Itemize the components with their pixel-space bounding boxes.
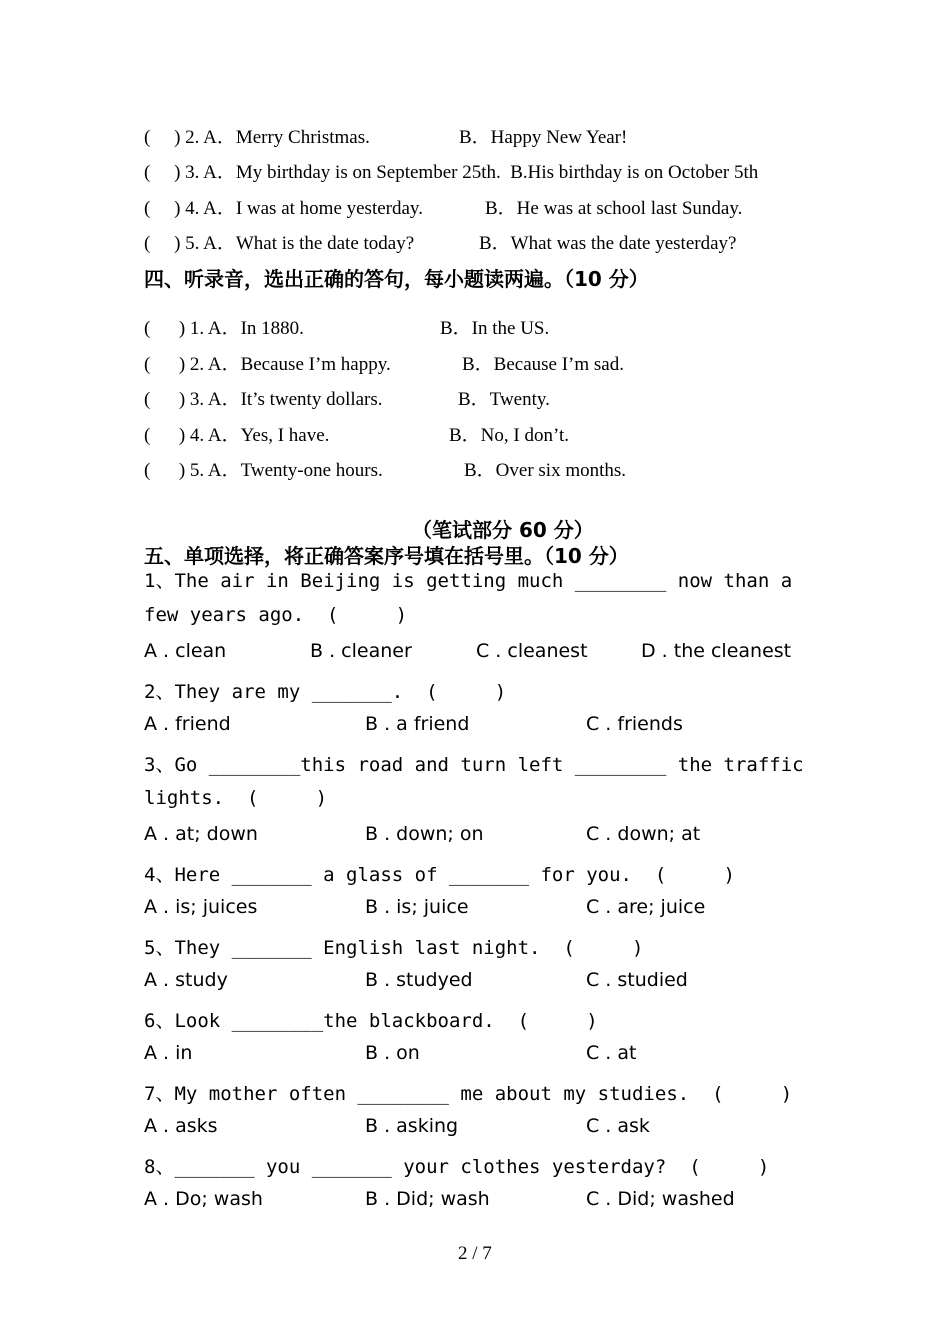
question-2-option-c: C . friends <box>586 713 683 735</box>
question-3-stem-line2: lights. ( ) <box>144 787 328 809</box>
question-5-stem: 5、They _______ English last night. ( ) <box>144 937 644 959</box>
listening-item-4-a: ( ) 4. A．I was at home yesterday. <box>144 198 423 219</box>
question-1-option-a: A . clean <box>144 640 227 662</box>
question-8-option-a: A . Do; wash <box>144 1188 263 1210</box>
question-4-option-b: B . is; juice <box>365 896 469 918</box>
question-6-option-b: B . on <box>365 1042 420 1064</box>
question-1-option-b: B . cleaner <box>310 640 412 662</box>
written-part-heading: （笔试部分 60 分） <box>412 518 594 542</box>
question-7-stem: 7、My mother often ________ me about my studies. ( ) <box>144 1083 793 1105</box>
question-2-stem: 2、They are my _______. ( ) <box>144 681 507 703</box>
question-1-stem-line1: 1、The air in Beijing is getting much ________ now than a <box>144 570 793 592</box>
question-3-option-a: A . at; down <box>144 823 258 845</box>
question-5-option-c: C . studied <box>586 969 688 991</box>
section4-item-3-b: B．Twenty. <box>458 389 550 410</box>
listening-item-5-b: B．What was the date yesterday? <box>479 233 737 254</box>
listening-item-2-a: ( ) 2. A．Merry Christmas. <box>144 127 370 148</box>
section4-item-2-b: B．Because I’m sad. <box>462 354 624 375</box>
question-8-stem: 8、_______ you _______ your clothes yesterday? ( ) <box>144 1156 770 1178</box>
question-2-option-b: B . a friend <box>365 713 470 735</box>
section4-item-1-a: ( ) 1. A．In 1880. <box>144 318 304 339</box>
question-2-option-a: A . friend <box>144 713 231 735</box>
question-5-option-a: A . study <box>144 969 228 991</box>
question-3-option-b: B . down; on <box>365 823 484 845</box>
listening-item-2-b: B．Happy New Year! <box>459 127 628 148</box>
section4-item-4-b: B．No, I don’t. <box>449 425 569 446</box>
section5-title: 五、单项选择，将正确答案序号填在括号里。（10 分） <box>144 544 629 568</box>
listening-item-4-b: B．He was at school last Sunday. <box>485 198 743 219</box>
section4-item-3-a: ( ) 3. A．It’s twenty dollars. <box>144 389 383 410</box>
page-number: 2 / 7 <box>458 1243 492 1264</box>
section4-item-5-a: ( ) 5. A．Twenty-one hours. <box>144 460 383 481</box>
question-8-option-b: B . Did; wash <box>365 1188 490 1210</box>
question-7-option-c: C . ask <box>586 1115 650 1137</box>
section4-item-4-a: ( ) 4. A．Yes, I have. <box>144 425 330 446</box>
section4-item-1-b: B．In the US. <box>440 318 550 339</box>
question-7-option-a: A . asks <box>144 1115 218 1137</box>
question-1-option-c: C . cleanest <box>476 640 588 662</box>
question-1-stem-line2: few years ago. ( ) <box>144 604 408 626</box>
question-6-option-c: C . at <box>586 1042 637 1064</box>
question-8-option-c: C . Did; washed <box>586 1188 735 1210</box>
question-1-option-d: D . the cleanest <box>641 640 792 662</box>
question-4-stem: 4、Here _______ a glass of _______ for you. ( ) <box>144 864 735 886</box>
question-6-option-a: A . in <box>144 1042 193 1064</box>
section4-item-5-b: B．Over six months. <box>464 460 627 481</box>
section4-item-2-a: ( ) 2. A．Because I’m happy. <box>144 354 391 375</box>
question-4-option-a: A . is; juices <box>144 896 258 918</box>
question-7-option-b: B . asking <box>365 1115 459 1137</box>
listening-item-5-a: ( ) 5. A．What is the date today? <box>144 233 415 254</box>
question-3-option-c: C . down; at <box>586 823 701 845</box>
section4-title: 四、听录音，选出正确的答句，每小题读两遍。（10 分） <box>144 267 649 291</box>
listening-item-3: ( ) 3. A．My birthday is on September 25th. B.His birthday is on October 5th <box>144 162 759 183</box>
question-4-option-c: C . are; juice <box>586 896 706 918</box>
question-6-stem: 6、Look ________the blackboard. ( ) <box>144 1010 598 1032</box>
question-5-option-b: B . studyed <box>365 969 473 991</box>
question-3-stem-line1: 3、Go ________this road and turn left ________ the traffic <box>144 754 804 776</box>
